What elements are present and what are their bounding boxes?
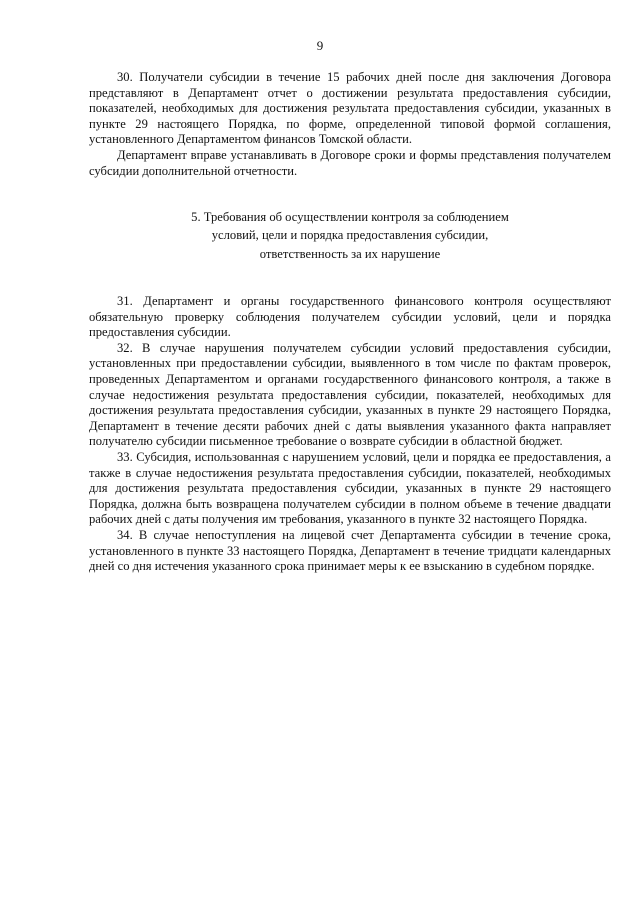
paragraph-34: 34. В случае непоступления на лицевой счет Департамента субсидии в течение срока, установленного в пункте 33 настоящего Порядка, Департамент в течение тридцати календарных дней со дня истечения указанного срока принимает меры к ее взысканию в судебном порядке. bbox=[89, 527, 611, 574]
paragraph-31: 31. Департамент и органы государственного финансового контроля осуществляют обязательную проверку соблюдения получателем субсидии условий, цели и порядка предоставления субсидии. bbox=[89, 294, 611, 340]
document-body bbox=[89, 70, 611, 575]
section-5-heading bbox=[89, 208, 611, 263]
paragraph-reporting-terms: Департамент вправе устанавливать в Договоре сроки и формы представления получателем субсидии дополнительной отчетности. bbox=[89, 147, 611, 178]
page-number: 9 bbox=[316, 38, 324, 53]
section-heading-line-3: ответственность за их нарушение bbox=[259, 246, 441, 261]
section-heading-line-1: 5. Требования об осуществлении контроля за соблюдением bbox=[191, 210, 509, 225]
paragraph-32: 32. В случае нарушения получателем субсидии условий предоставления субсидии, установленных при предоставлении субсидии, выявленного в том числе по фактам проверок, проведенных Департаментом и органами государственного финансового контроля, а также в случае недостижения результата предоставления субсидии, показателей, необходимых для достижения результата предоставления субсидии, указанных в пункте 29 настоящего Порядка, Департамент в течение десяти рабочих дней с даты выявления указанного факта направляет получателю субсидии письменное требование о возврате субсидии в областной бюджет. bbox=[89, 340, 611, 449]
section-heading-line-2: условий, цели и порядка предоставления субсидии, bbox=[211, 228, 489, 243]
paragraph-30: 30. Получатели субсидии в течение 15 рабочих дней после дня заключения Договора представляют в Департамент отчет о достижении результата предоставления субсидии, показателей, необходимых для достижения результата предоставления субсидии, указанных в пункте 29 настоящего Порядка, по форме, определенной типовой формой соглашения, установленного Департаментом финансов Томской области. bbox=[89, 70, 611, 147]
paragraph-33: 33. Субсидия, использованная с нарушением условий, цели и порядка ее предоставления, а также в случае недостижения результата предоставления субсидии, показателей, необходимых для достижения результата предоставления субсидии, указанных в пункте 29 настоящего Порядка, должна быть возвращена получателем субсидии в полном объеме в течение двадцати рабочих дней с даты получения им требования, указанного в пункте 32 настоящего Порядка. bbox=[89, 449, 611, 527]
